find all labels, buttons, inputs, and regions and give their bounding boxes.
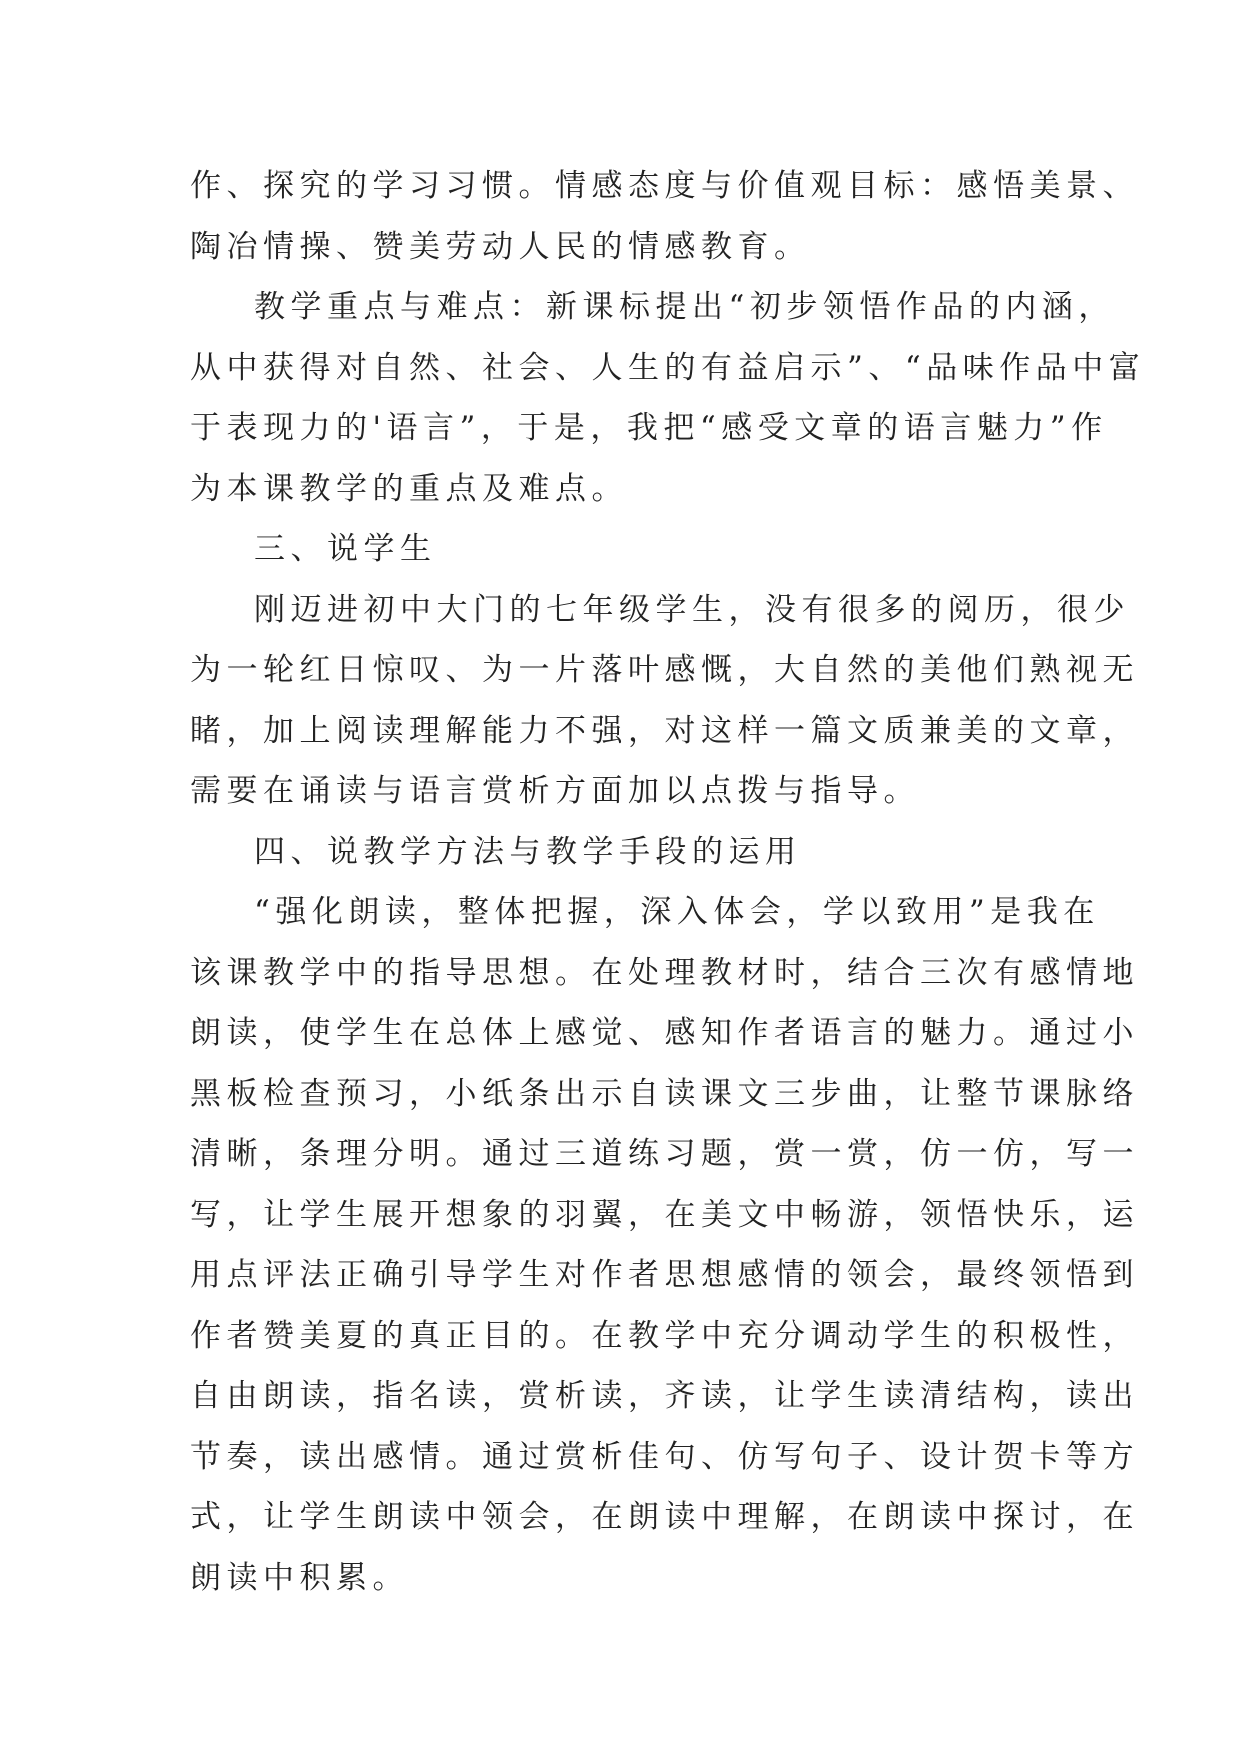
- text-line: 教学重点与难点：新课标提出“初步领悟作品的内涵，: [254, 289, 1115, 325]
- section-heading-students: [190, 519, 1058, 580]
- document-body: [190, 156, 1146, 1608]
- text-line: 写，让学生展开想象的羽翼，在美文中畅游，领悟快乐，运: [190, 1196, 1139, 1233]
- text-line: 为一轮红日惊叹、为一片落叶感慨，大自然的美他们熟视无: [190, 652, 1139, 688]
- text-line: 刚迈进初中大门的七年级学生，没有很多的阅历，很少: [254, 591, 1130, 628]
- text-line: 陶冶情操、赞美劳动人民的情感教育。: [190, 228, 811, 265]
- text-line: 式，让学生朗读中领会，在朗读中理解，在朗读中探讨，在: [190, 1499, 1139, 1535]
- text-line: 黑板检查预习，小纸条出示自读课文三步曲，让整节课脉络: [190, 1075, 1139, 1112]
- text-line: 睹，加上阅读理解能力不强，对这样一篇文质兼美的文章，: [190, 712, 1139, 749]
- text-line: 该课教学中的指导思想。在处理教材时，结合三次有感情地: [190, 954, 1139, 991]
- paragraph-students: [190, 580, 1139, 822]
- text-line: 于表现力的'语言”，于是，我把“感受文章的语言魅力”作: [190, 410, 1108, 446]
- text-line: 为本课教学的重点及难点。: [190, 470, 628, 507]
- paragraph-goals-end: [190, 156, 1139, 277]
- text-line: 朗读，使学生在总体上感觉、感知作者语言的魅力。通过小: [190, 1015, 1139, 1051]
- text-line: 用点评法正确引导学生对作者思想感情的领会，最终领悟到: [190, 1257, 1139, 1293]
- text-line: 朗读中积累。: [190, 1559, 409, 1596]
- text-line: 作、探究的学习习惯。情感态度与价值观目标：感悟美景、: [190, 168, 1139, 204]
- text-line: “强化朗读，整体把握，深入体会，学以致用”是我在: [254, 894, 1100, 930]
- section-heading-methods: [190, 822, 1058, 883]
- section-heading: 三、说学生: [254, 531, 437, 567]
- text-line: 清晰，条理分明。通过三道练习题，赏一赏，仿一仿，写一: [190, 1136, 1139, 1172]
- paragraph-key-points: [190, 277, 1146, 519]
- text-line: 从中获得对自然、社会、人生的有益启示”、“品味作品中富: [190, 349, 1146, 386]
- paragraph-methods: [190, 882, 1139, 1608]
- text-line: 需要在诵读与语言赏析方面加以点拨与指导。: [190, 773, 920, 809]
- text-line: 作者赞美夏的真正目的。在教学中充分调动学生的积极性，: [190, 1317, 1139, 1354]
- text-line: 节奏，读出感情。通过赏析佳句、仿写句子、设计贺卡等方: [190, 1438, 1139, 1475]
- text-line: 自由朗读，指名读，赏析读，齐读，让学生读清结构，读出: [190, 1378, 1139, 1414]
- section-heading: 四、说教学方法与教学手段的运用: [254, 833, 802, 870]
